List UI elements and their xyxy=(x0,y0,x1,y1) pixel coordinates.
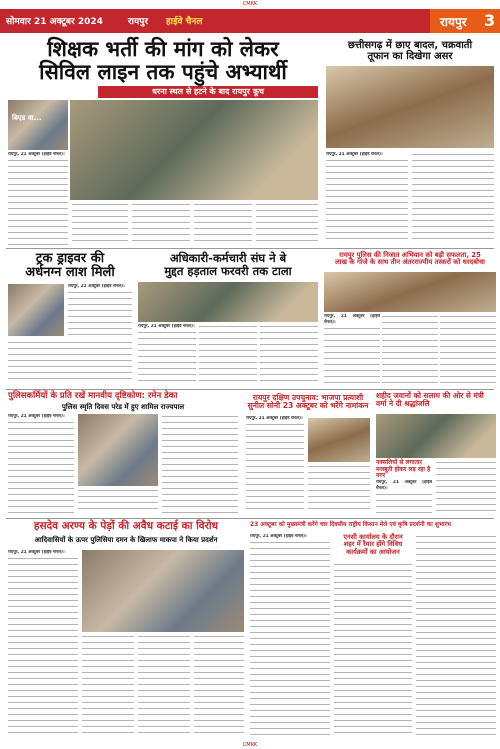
officers-dateline: रायपुर, 21 अक्टूबर (हाईवे चैनल)। xyxy=(138,324,195,329)
memorial-subheadline: पुलिस स्मृति दिवस परेड में हुए शामिल राज्यपाल xyxy=(61,403,185,411)
weather-text-col1 xyxy=(326,152,408,244)
lead-text-col1 xyxy=(8,152,68,246)
truck-headline-line2: अर्धनग्न लाश मिली xyxy=(25,265,115,281)
tribute-dateline: रायपुर, 21 अक्टूबर (हाईवे चैनल)। xyxy=(376,480,432,491)
officers-headline-line1: अधिकारी-कर्मचारी संघ ने बे xyxy=(169,251,287,265)
bjp-dateline: रायपुर, 21 अक्टूबर (हाईवे चैनल)। xyxy=(246,416,303,421)
tribute-text-col1 xyxy=(376,480,432,514)
divider xyxy=(6,248,494,249)
header-city: रायपुर xyxy=(128,17,149,27)
ncc-headline xyxy=(334,534,412,556)
weather-headline-line1: छत्तीसगढ़ में छाए बादल, चक्रवाती xyxy=(347,40,473,51)
weather-dateline: रायपुर, 21 अक्टूबर (हाईवे चैनल)। xyxy=(326,152,383,157)
tribute-text-col2 xyxy=(436,460,496,514)
truck-headline-line1: ट्रक ड्राइवर की xyxy=(35,251,105,266)
police-headline-line2: लाख के गांजे के साथ तीन अंतरराज्यीय तस्करों को धरदबोचा xyxy=(335,258,485,267)
memorial-dateline: रायपुर, 21 अक्टूबर (हाईवे चैनल)। xyxy=(8,414,65,419)
ncc-headline-line1: एनसी कार्यालय के दौरान xyxy=(343,533,403,541)
divider xyxy=(6,389,494,390)
truck-text-col1 xyxy=(68,284,132,338)
lead-photo-small xyxy=(8,100,68,150)
kisan-text-col3 xyxy=(416,534,496,738)
police-headline-line1: रायपुर पुलिस की निजात अभियान को बड़ी सफलता, 25 xyxy=(339,251,481,259)
bjp-text-col2 xyxy=(308,464,370,514)
memorial-headline: पुलिसकर्मियों के प्रति रखें मानवीय दृष्टिकोण: रमेन डेका xyxy=(8,391,178,401)
weather-photo xyxy=(326,66,494,148)
lead-headline xyxy=(8,38,318,84)
weather-text-col2 xyxy=(412,152,494,244)
weather-headline xyxy=(326,40,494,62)
hasdeo-headline: हसदेव अरण्य के पेड़ों की अवैध कटाई का विरोध xyxy=(33,520,219,532)
bjp-photo xyxy=(308,418,370,462)
hasdeo-subheadline: आदिवासियों के ऊपर पुलिसिया दमन के खिलाफ माकपा ने किया प्रदर्शन xyxy=(34,536,218,544)
memorial-text-col2 xyxy=(162,414,238,514)
lead-dateline: रायपुर, 21 अक्टूबर (हाईवे चैनल)। xyxy=(8,152,65,157)
memorial-text-col1 xyxy=(8,414,74,514)
officers-headline-line2: मुद्दत हड़ताल फरवरी तक टाला xyxy=(164,263,292,278)
lead-text-col5 xyxy=(256,202,318,246)
header-section: रायपुर xyxy=(440,15,467,29)
memorial-photo xyxy=(78,414,158,486)
hasdeo-dateline: रायपुर, 21 अक्टूबर (हाईवे चैनल)। xyxy=(8,550,65,555)
footer-brand-bar xyxy=(0,741,500,749)
hasdeo-text-col2 xyxy=(82,634,134,738)
lead-headline-line1: शिक्षक भर्ती की मांग को लेकर xyxy=(47,37,279,61)
police-headline xyxy=(324,252,496,267)
officers-text-col2 xyxy=(199,324,257,386)
officers-photo xyxy=(138,282,318,322)
police-text-col3 xyxy=(440,314,496,386)
bjp-headline-line2: सुनील सोनी 23 अक्टूबर को भरेंगे नामांकन xyxy=(247,401,369,411)
police-text-col1 xyxy=(324,314,380,386)
police-text-col2 xyxy=(382,314,438,386)
page-number: 3 xyxy=(484,11,496,30)
truck-text-col2 xyxy=(8,340,132,384)
police-dateline: रायपुर, 21 अक्टूबर (हाईवे चैनल)। xyxy=(324,314,380,325)
header-date: सोमवार 21 अक्टूबर 2024 xyxy=(6,17,103,27)
tribute-photo xyxy=(376,414,496,458)
tribute-headline: शहीद जवानों को सलाम की ओर से मंत्री वर्मा ने दी श्रद्धांजलि xyxy=(376,391,484,409)
kisan-text-col1 xyxy=(250,534,330,738)
ncc-headline-line2: शहर में रैयार होंगे विविध xyxy=(343,540,403,549)
weather-headline-line2: तूफान का दिखेगा असर xyxy=(367,51,453,62)
lead-headline-line2: सिविल लाइन तक पहुंचे अभ्यार्थी xyxy=(39,60,287,85)
officers-text-col3 xyxy=(260,324,318,386)
kisan-text-col2 xyxy=(334,562,412,738)
page-header xyxy=(0,9,500,33)
hasdeo-text-col1 xyxy=(8,550,78,738)
hasdeo-photo xyxy=(82,550,244,632)
bjp-headline-line1: रायपुर दक्षिण उपचुनाव: भाजपा प्रत्याशी xyxy=(252,393,364,402)
hasdeo-text-col4 xyxy=(194,634,244,738)
lead-text-col3 xyxy=(132,202,190,246)
hasdeo-text-col3 xyxy=(138,634,190,738)
lead-photo-text: बिएड वा... xyxy=(12,114,42,122)
lead-photo-main xyxy=(70,100,318,200)
lead-text-col4 xyxy=(194,202,252,246)
footer-brand-text: CMKK xyxy=(242,742,258,748)
officers-text-col1 xyxy=(138,324,196,386)
tribute-subheading: नक्सलियों से लगातार मजबूती होकर लड़ रहा है नगर xyxy=(376,459,431,480)
police-photo xyxy=(324,272,496,312)
kisan-headline: 23 अक्टूबर को मुख्यमंत्री करेंगे चार दिवसीय राष्ट्रीय किसान मेले एवं कृषि प्रदर्शनी का शुभारंभ xyxy=(250,522,452,528)
officers-headline xyxy=(138,252,318,277)
bjp-text-col1 xyxy=(246,416,304,514)
truck-headline xyxy=(8,252,132,281)
kisan-dateline: रायपुर, 21 अक्टूबर (हाईवे चैनल)। xyxy=(250,534,307,539)
divider xyxy=(6,518,494,519)
top-brand-bar xyxy=(0,0,500,9)
ncc-headline-line3: कार्यक्रमों का आयोजन xyxy=(346,547,400,556)
brand-text: CMKK xyxy=(242,1,258,7)
lead-text-col2 xyxy=(72,202,128,246)
bjp-headline xyxy=(246,394,370,411)
memorial-text-col3 xyxy=(78,488,158,514)
lead-caption: धरना स्थल से हटने के बाद रायपुर कूच xyxy=(98,86,318,98)
truck-photo xyxy=(8,284,64,336)
header-channel: हाईवे चैनल xyxy=(166,17,203,27)
truck-dateline: रायपुर, 21 अक्टूबर (हाईवे चैनल)। xyxy=(68,284,125,289)
